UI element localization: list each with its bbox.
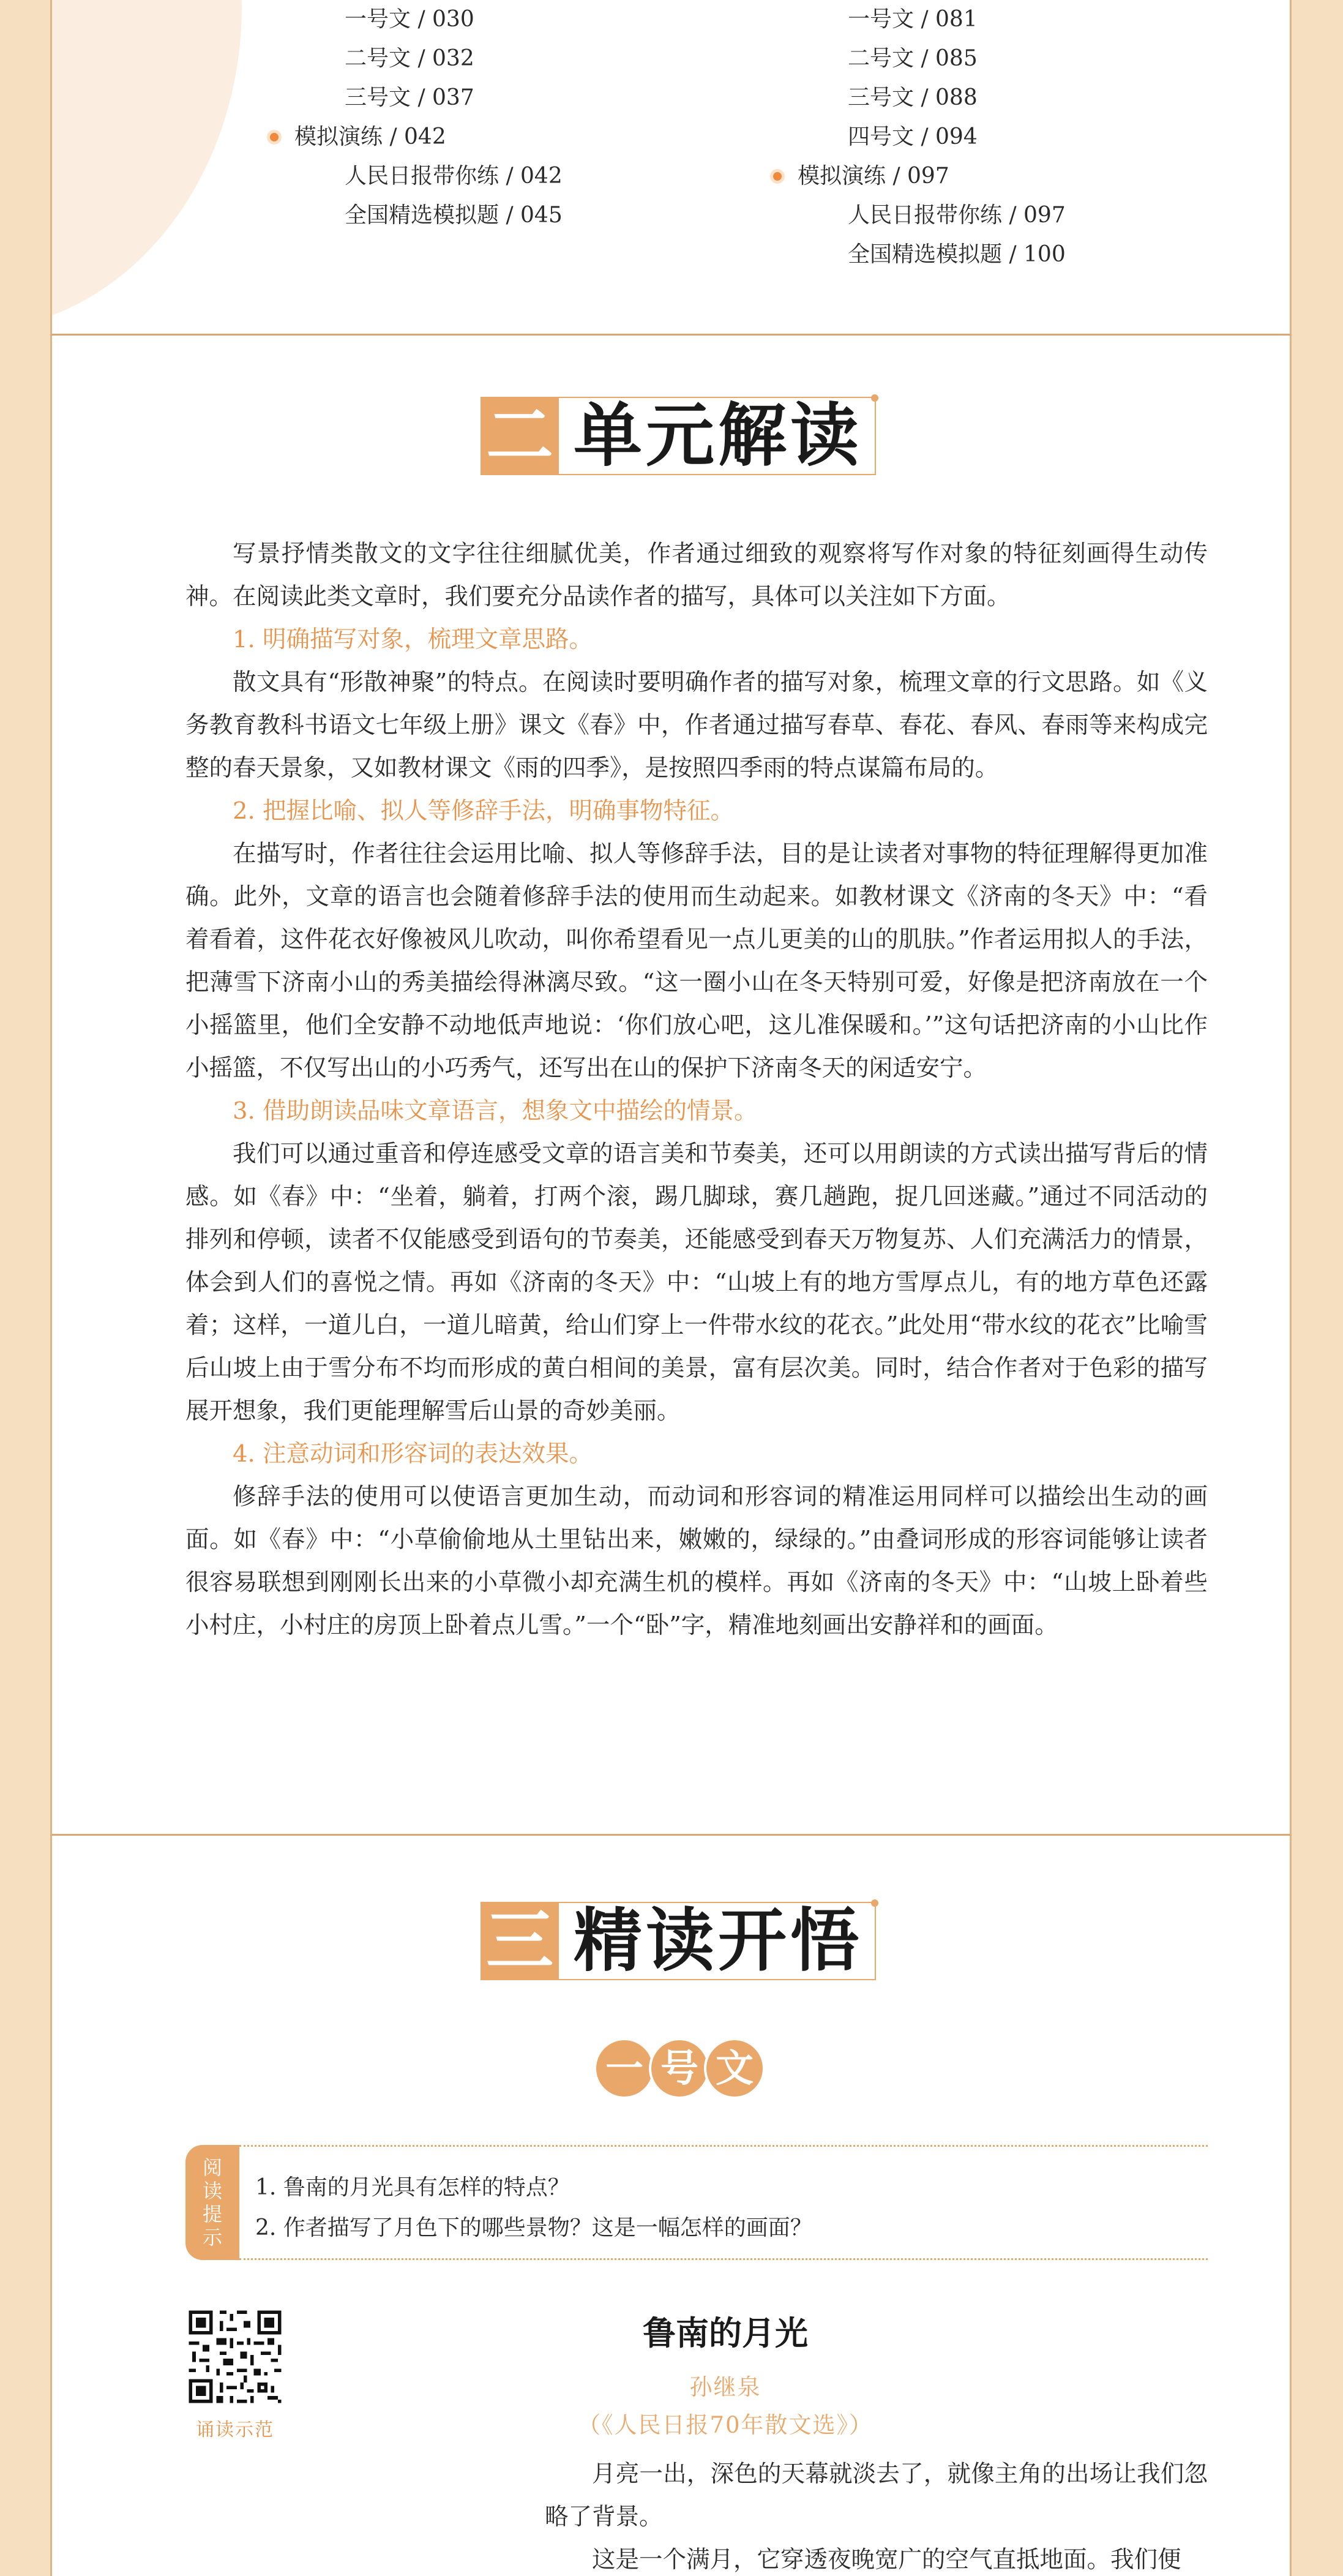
toc-entry[interactable] (294, 78, 563, 118)
point-heading: 3. 借助朗读品味文章语言，想象文中描绘的情景。 (233, 1097, 758, 1125)
tip-question: 1. 鲁南的月光具有怎样的特点？ (255, 2175, 570, 2200)
section-heading (559, 1902, 876, 1980)
reading-tips-tag (185, 2145, 239, 2260)
qr-code-icon[interactable] (185, 2307, 285, 2406)
toc-entry[interactable] (798, 235, 1066, 274)
tip-question: 2. 作者描写了月色下的哪些景物？这是一幅怎样的画面？ (255, 2215, 812, 2240)
toc-entry-text: 模拟演练 / 042 (294, 124, 446, 149)
badge-char: 文 (704, 2038, 765, 2099)
close-reading-panel (50, 1836, 1292, 2576)
toc-entry-text: 人民日报带你练 / 042 (345, 163, 563, 189)
reading-tips-label: 阅读提示 (202, 2156, 222, 2249)
corner-dot-icon (871, 1899, 878, 1907)
toc-entry[interactable] (798, 196, 1066, 235)
reading-tips (185, 2145, 1208, 2260)
essay-paragraph: 这是一个满月，它穿透夜晚宽广的空气直抵地面。我们便 (592, 2546, 1181, 2574)
section-heading-text: 单元解读 (574, 396, 862, 476)
toc-left-column (294, 0, 563, 235)
toc-entry-text: 一号文 / 030 (345, 7, 474, 32)
toc-entry[interactable] (798, 0, 1066, 39)
essay-source: （《人民日报70年散文选》） (577, 2412, 874, 2438)
toc-entry[interactable] (798, 118, 1066, 157)
section-title (481, 1902, 876, 1980)
toc-entry[interactable] (294, 39, 563, 78)
toc-entry[interactable] (294, 0, 563, 39)
toc-entry[interactable] (294, 157, 563, 196)
toc-entry-text: 三号文 / 088 (848, 85, 978, 110)
reading-tips-questions (239, 2145, 1208, 2260)
toc-entry-text: 全国精选模拟题 / 045 (345, 203, 563, 228)
point-heading: 2. 把握比喻、拟人等修辞手法，明确事物特征。 (233, 797, 734, 825)
badge-char: 号 (649, 2038, 710, 2099)
toc-entry[interactable] (294, 196, 563, 235)
toc-panel (50, 0, 1292, 336)
toc-entry-text: 一号文 / 081 (848, 7, 978, 32)
toc-entry[interactable] (798, 78, 1066, 118)
qr-caption: 诵读示范 (196, 2419, 274, 2441)
point-heading: 1. 明确描写对象，梳理文章思路。 (233, 626, 593, 653)
toc-section-entry[interactable] (798, 157, 1066, 196)
toc-entry-text: 二号文 / 085 (848, 46, 978, 71)
section-heading (559, 397, 876, 475)
toc-entry-text: 模拟演练 / 097 (798, 163, 949, 189)
toc-entry-text: 四号文 / 094 (848, 124, 978, 149)
toc-entry-text: 人民日报带你练 / 097 (848, 203, 1066, 228)
body-paragraph: 在描写时，作者往往会运用比喻、拟人等修辞手法，目的是让读者对事物的特征理解得更加准确。此外，文章的语言也会随着修辞手法的使用而生动起来。如教材课文《济南的冬天》中：“看着看着，这件花衣好像被风儿吹动，叫你希望看见一点儿更美的山的肌肤。”作者运用拟人的手法，把薄雪下济南小山的秀美描绘得淋漓尽致。“这一圈小山在冬天特别可爱，好像是把济南放在一个小摇篮里，他们全安静不动地低声地说：‘你们放心吧，这儿准保暖和。’”这句话把济南的小山比作小摇篮，不仅写出山的小巧秀气，还写出在山的保护下济南冬天的闲适安宁。 (185, 840, 1208, 1082)
body-paragraph: 写景抒情类散文的文字往往细腻优美，作者通过细致的观察将写作对象的特征刻画得生动传神。在阅读此类文章时，我们要充分品读作者的描写，具体可以关注如下方面。 (185, 540, 1208, 610)
decorative-circle (50, 0, 242, 331)
section-number: 二 (481, 397, 559, 475)
toc-entry-text: 全国精选模拟题 / 100 (848, 242, 1066, 267)
article-number-badge (594, 2038, 759, 2099)
bullet-dot-icon (270, 133, 279, 141)
toc-right-column (798, 0, 1066, 274)
essay-body (545, 2453, 1208, 2576)
body-paragraph: 修辞手法的使用可以使语言更加生动，而动词和形容词的精准运用同样可以描绘出生动的画面。如《春》中：“小草偷偷地从土里钻出来，嫩嫩的，绿绿的。”由叠词形成的形容词能够让读者很容易联想到刚刚长出来的小草微小却充满生机的模样。再如《济南的冬天》中：“山坡上卧着些小村庄，小村庄的房顶上卧着点儿雪。”一个“卧”字，精准地刻画出安静祥和的画面。 (185, 1483, 1208, 1639)
toc-section-entry[interactable] (294, 118, 563, 157)
toc-entry-text: 三号文 / 037 (345, 85, 474, 110)
unit-reading-body (185, 533, 1208, 1647)
essay-paragraph: 月亮一出，深色的天幕就淡去了，就像主角的出场让我们忽略了背景。 (545, 2460, 1208, 2531)
body-paragraph: 散文具有“形散神聚”的特点。在阅读时要明确作者的描写对象，梳理文章的行文思路。如《义务教育教科书语文七年级上册》课文《春》中，作者通过描写春草、春花、春风、春雨等来构成完整的春天景象，又如教材课文《雨的四季》，是按照四季雨的特点谋篇布局的。 (185, 669, 1208, 782)
toc-entry-text: 二号文 / 032 (345, 46, 474, 71)
unit-reading-panel (50, 336, 1292, 1836)
point-heading: 4. 注意动词和形容词的表达效果。 (233, 1440, 593, 1468)
essay-title: 鲁南的月光 (643, 2313, 808, 2353)
badge-char: 一 (594, 2038, 655, 2099)
section-title (481, 397, 876, 475)
section-number: 三 (481, 1902, 559, 1980)
essay-author: 孙继泉 (689, 2374, 761, 2400)
bullet-dot-icon (773, 172, 782, 181)
body-paragraph: 我们可以通过重音和停连感受文章的语言美和节奏美，还可以用朗读的方式读出描写背后的情感。如《春》中：“坐着，躺着，打两个滚，踢几脚球，赛几趟跑，捉几回迷藏。”通过不同活动的排列和停顿，读者不仅能感受到语句的节奏美，还能感受到春天万物复苏、人们充满活力的情景，体会到人们的喜悦之情。再如《济南的冬天》中：“山坡上有的地方雪厚点儿，有的地方草色还露着；这样，一道儿白，一道儿暗黄，给山们穿上一件带水纹的花衣。”此处用“带水纹的花衣”比喻雪后山坡上由于雪分布不均而形成的黄白相间的美景，富有层次美。同时，结合作者对于色彩的描写展开想象，我们更能理解雪后山景的奇妙美丽。 (185, 1140, 1208, 1425)
section-heading-text: 精读开悟 (574, 1901, 862, 1981)
corner-dot-icon (871, 394, 878, 402)
toc-entry[interactable] (798, 39, 1066, 78)
